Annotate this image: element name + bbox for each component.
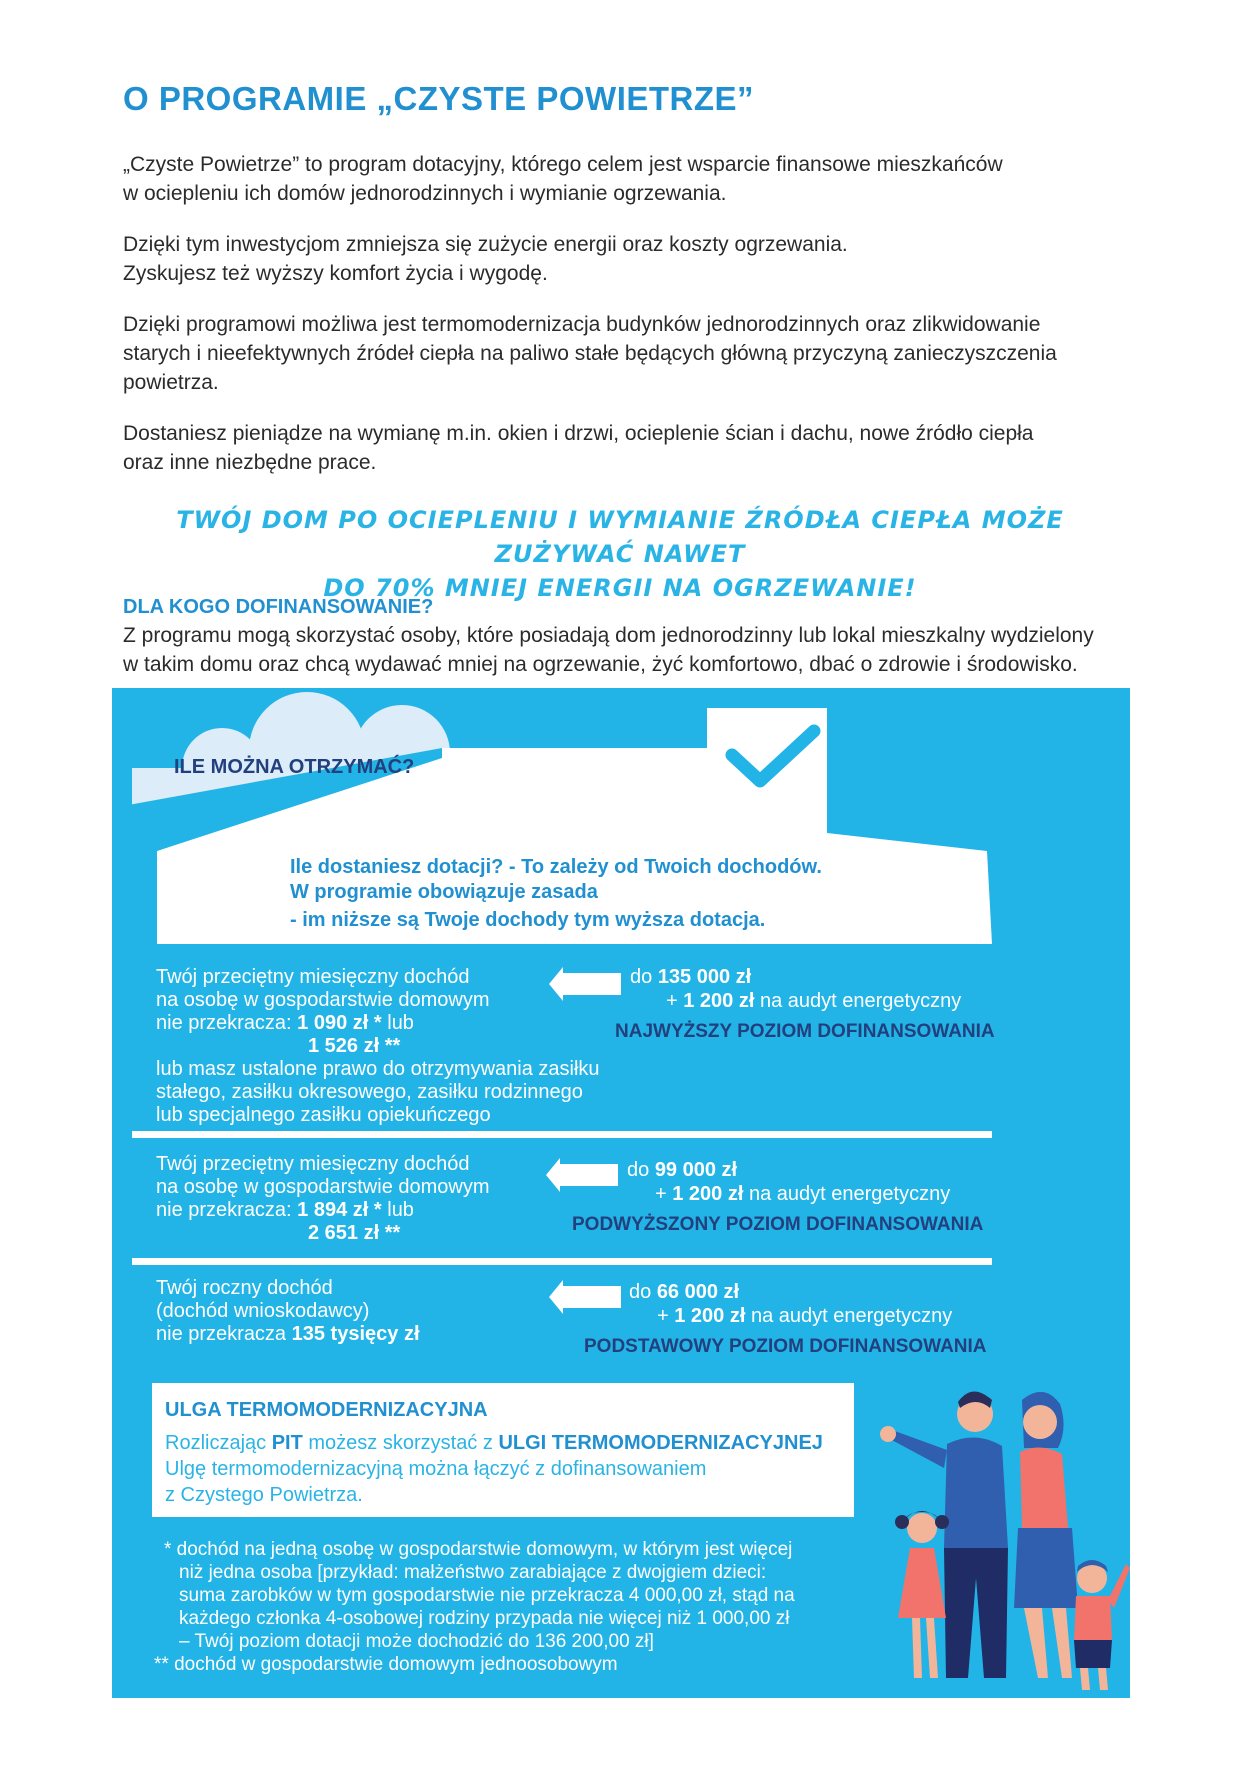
arrow-left-icon [549, 967, 621, 1001]
relief-text: możesz skorzystać z [302, 1432, 499, 1454]
tier-1-level: NAJWYŻSZY POZIOM DOFINANSOWANIA [615, 1021, 995, 1042]
paragraph-line: oraz inne niezbędne prace. [123, 451, 377, 474]
footnote-line: – Twój poziom dotacji może dochodzić do 136 200,00 zł] [179, 1631, 654, 1652]
condition-line [156, 1323, 420, 1346]
paragraph-line: Dostaniesz pieniądze na wymianę m.in. okien i drzwi, ocieplenie ścian i dachu, nowe źródło ciepła [123, 422, 1034, 445]
arrow-left-icon [549, 1280, 621, 1314]
house-text [290, 855, 822, 933]
slogan-line: TWÓJ DOM PO OCIEPLENIU I WYMIANIE ŹRÓDŁA CIEPŁA MOŻE ZUŻYWAĆ NAWET [176, 506, 1064, 568]
audit-plus: + [666, 990, 684, 1012]
amount-value: 99 000 zł [654, 1159, 738, 1181]
condition-line: na osobę w gospodarstwie domowym [156, 1176, 490, 1198]
tier-2-audit [655, 1182, 950, 1206]
relief-line [165, 1432, 823, 1455]
house-line: - im niższe są Twoje dochody tym wyższa dotacja. [290, 909, 766, 931]
condition-line: Twój roczny dochód [156, 1277, 333, 1299]
slogan [120, 503, 1120, 605]
tier-3-audit [657, 1304, 952, 1328]
divider [132, 1131, 992, 1138]
condition-line [156, 1199, 490, 1222]
limit-value: 1 526 zł ** [308, 1035, 401, 1057]
funding-uses-paragraph [123, 419, 1123, 477]
girl-figure [895, 1511, 949, 1678]
paragraph-line: Dzięki programowi możliwa jest termomodernizacja budynków jednorodzinnych oraz zlikwidowanie [123, 313, 1041, 336]
tier-1-amount [630, 965, 751, 989]
relief-box [152, 1383, 854, 1517]
father-figure [880, 1391, 1008, 1678]
benefits-paragraph [123, 230, 1123, 288]
slogan-line: DO 70% MNIEJ ENERGII NA OGRZEWANIE! [323, 574, 917, 602]
limit-value: 1 894 zł * [297, 1199, 382, 1221]
audit-suffix: na audyt energetyczny [743, 1183, 951, 1205]
limit-value: 135 tysięcy zł [291, 1323, 420, 1345]
family-illustration [872, 1378, 1130, 1698]
tier-2-conditions [156, 1153, 490, 1245]
limit-value: 1 090 zł * [297, 1012, 382, 1034]
paragraph-line: w ociepleniu ich domów jednorodzinnych i wymianie ogrzewania. [123, 182, 727, 205]
tier-3-conditions [156, 1277, 420, 1346]
audit-amount: 1 200 zł [674, 1305, 746, 1327]
amount-value: 135 000 zł [657, 966, 752, 988]
limit-separator: lub [381, 1012, 414, 1034]
audit-suffix: na audyt energetyczny [745, 1305, 953, 1327]
for-whom-heading: DLA KOGO DOFINANSOWANIE? [123, 596, 434, 618]
condition-line: lub specjalnego zasiłku opiekuńczego [156, 1104, 491, 1126]
tier-2-amount [627, 1158, 737, 1182]
for-whom-text [123, 621, 1123, 679]
paragraph-line: „Czyste Powietrze” to program dotacyjny, którego celem jest wsparcie finansowe mieszkańców [123, 153, 1003, 176]
audit-amount: 1 200 zł [683, 990, 755, 1012]
house-line: Ile dostaniesz dotacji? - To zależy od Twoich dochodów. [290, 856, 822, 878]
condition-line: Twój przeciętny miesięczny dochód [156, 1153, 470, 1175]
footnote-line: ** dochód w gospodarstwie domowym jednoosobowym [154, 1654, 618, 1675]
paragraph-line: starych i nieefektywnych źródeł ciepła na paliwo stałe będących główną przyczyną zanieczyszczenia [123, 342, 1057, 365]
cloud-label: ILE MOŻNA OTRZYMAĆ? [174, 756, 415, 778]
house-line: W programie obowiązuje zasada [290, 881, 598, 903]
amount-prefix: do [630, 966, 658, 988]
condition-line: na osobę w gospodarstwie domowym [156, 989, 490, 1011]
amount-prefix: do [627, 1159, 655, 1181]
footnote-line: każdego członka 4-osobowej rodziny przypada nie więcej niż 1 000,00 zł [179, 1608, 790, 1629]
limit-prefix: nie przekracza [156, 1323, 292, 1345]
audit-plus: + [655, 1183, 673, 1205]
audit-amount: 1 200 zł [672, 1183, 744, 1205]
condition-line [156, 1012, 600, 1035]
intro-paragraph [123, 150, 1123, 208]
tier-3-amount [629, 1280, 739, 1304]
relief-emphasis: ULGI TERMOMODERNIZACYJNEJ [498, 1432, 823, 1454]
paragraph-line: w takim domu oraz chcą wydawać mniej na ogrzewanie, żyć komfortowo, dbać o zdrowie i środowisko. [123, 653, 1078, 676]
thermomodernization-paragraph [123, 310, 1123, 397]
limit-prefix: nie przekracza: [156, 1012, 298, 1034]
mother-figure [1014, 1392, 1078, 1678]
relief-line: z Czystego Powietrza. [165, 1484, 363, 1506]
funding-panel [112, 688, 1130, 1698]
paragraph-line: Dzięki tym inwestycjom zmniejsza się zużycie energii oraz koszty ogrzewania. [123, 233, 848, 256]
arrow-left-icon [546, 1158, 618, 1192]
tier-2-level: PODWYŻSZONY POZIOM DOFINANSOWANIA [572, 1214, 984, 1235]
paragraph-line: powietrza. [123, 371, 219, 394]
limit-value: 2 651 zł ** [308, 1222, 401, 1244]
condition-line: (dochód wnioskodawcy) [156, 1300, 370, 1322]
amount-value: 66 000 zł [656, 1281, 740, 1303]
page-title: O PROGRAMIE „CZYSTE POWIETRZE” [123, 80, 755, 117]
footnote-line: suma zarobków w tym gospodarstwie nie przekracza 4 000,00 zł, stąd na [179, 1585, 795, 1606]
condition-line: stałego, zasiłku okresowego, zasiłku rodzinnego [156, 1081, 583, 1103]
relief-text: Rozliczając [165, 1432, 272, 1454]
relief-line: Ulgę termomodernizacyjną można łączyć z dofinansowaniem [165, 1458, 707, 1480]
condition-line: lub masz ustalone prawo do otrzymywania zasiłku [156, 1058, 600, 1080]
checkmark-icon [722, 723, 822, 793]
amount-prefix: do [629, 1281, 657, 1303]
footnote-line: * dochód na jedną osobę w gospodarstwie domowym, w którym jest więcej [164, 1539, 793, 1560]
tier-3-level: PODSTAWOWY POZIOM DOFINANSOWANIA [584, 1336, 987, 1357]
relief-heading: ULGA TERMOMODERNIZACYJNA [165, 1399, 488, 1421]
footnote-line: niż jedna osoba [przykład: małżeństwo zarabiające z dwojgiem dzieci: [179, 1562, 767, 1583]
boy-figure [1074, 1560, 1130, 1690]
paragraph-line: Zyskujesz też wyższy komfort życia i wygodę. [123, 262, 548, 285]
audit-suffix: na audyt energetyczny [754, 990, 962, 1012]
limit-separator: lub [381, 1199, 414, 1221]
tier-1-conditions [156, 966, 600, 1127]
audit-plus: + [657, 1305, 675, 1327]
paragraph-line: Z programu mogą skorzystać osoby, które posiadają dom jednorodzinny lub lokal mieszkalny wydzielony [123, 624, 1094, 647]
tier-1-audit [666, 989, 961, 1013]
relief-emphasis: PIT [271, 1432, 303, 1454]
limit-prefix: nie przekracza: [156, 1199, 298, 1221]
condition-line: Twój przeciętny miesięczny dochód [156, 966, 470, 988]
divider [132, 1258, 992, 1265]
